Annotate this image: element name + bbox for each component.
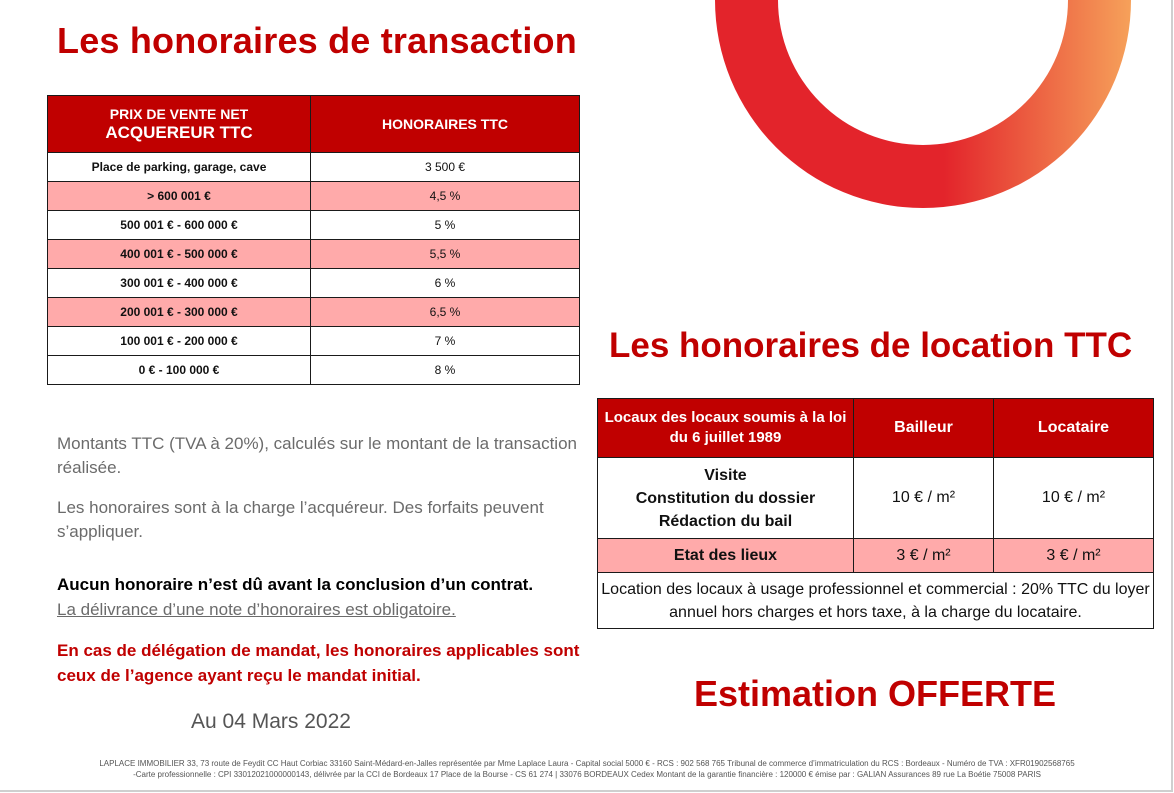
inventory-tenant-fee: 3 € / m²	[994, 539, 1154, 573]
table-row	[48, 269, 580, 298]
footer-line: -Carte professionnelle : CPI 33012021000000143, délivrée par la CCI de Bordeaux 17 Place de la Bourse - CS 61 274 | 33076 BORDEAUX Cedex Montant de la garantie financière : 120000 € émise par : GALIAN Assurances 89 rue La Boétie 75008 PARIS	[133, 770, 1041, 779]
table-row	[48, 298, 580, 327]
transaction-title: Les honoraires de transaction	[57, 20, 577, 61]
rental-fees-table	[597, 398, 1154, 629]
service-item: Rédaction du bail	[658, 512, 793, 530]
free-estimate-banner: Estimation OFFERTE	[694, 673, 1057, 714]
row-label: 200 001 € - 300 000 €	[48, 298, 311, 327]
header-tenant: Locataire	[994, 399, 1154, 458]
table-row	[48, 356, 580, 385]
delegation-notice: En cas de délégation de mandat, les honoraires applicables sont ceux de l’agence ayant reçu le mandat initial.	[57, 641, 580, 685]
header-price: PRIX DE VENTE NET ACQUEREUR TTC	[48, 96, 311, 153]
invoice-notice: La délivrance d’une note d’honoraires est obligatoire.	[57, 600, 456, 619]
footer-line: LAPLACE IMMOBILIER 33, 73 route de Feydit CC Haut Corbiac 33160 Saint-Médard-en-Jalles représentée par Mme Laplace Laura - Capital social 5000 € - RCS : 902 568 765 Tribunal de commerce d’immatriculation du RCS : Bordeaux - Numéro de TVA : XFR01902568765	[99, 759, 1075, 768]
services-tenant-fee: 10 € / m²	[994, 458, 1154, 539]
rental-table-header	[598, 399, 1154, 458]
ttc-note: Montants TTC (TVA à 20%), calculés sur le montant de la transaction réalisée.	[57, 434, 577, 477]
row-value: 7 %	[311, 327, 580, 356]
row-label: 500 001 € - 600 000 €	[48, 211, 311, 240]
table-row	[48, 327, 580, 356]
row-label: 300 001 € - 400 000 €	[48, 269, 311, 298]
table-row	[48, 211, 580, 240]
legal-footer	[0, 758, 1174, 780]
table-row	[48, 182, 580, 211]
table-row	[48, 240, 580, 269]
row-value: 6,5 %	[311, 298, 580, 327]
table-row	[48, 153, 580, 182]
charge-note: Les honoraires sont à la charge l’acquéreur. Des forfaits peuvent s’appliquer.	[57, 498, 544, 541]
row-value: 8 %	[311, 356, 580, 385]
row-value: 4,5 %	[311, 182, 580, 211]
services-cell	[598, 458, 854, 539]
row-value: 6 %	[311, 269, 580, 298]
row-label: 100 001 € - 200 000 €	[48, 327, 311, 356]
inventory-landlord-fee: 3 € / m²	[854, 539, 994, 573]
transaction-table-header	[48, 96, 580, 153]
header-landlord: Bailleur	[854, 399, 994, 458]
transaction-fees-table	[47, 95, 580, 385]
row-value: 5 %	[311, 211, 580, 240]
row-value: 5,5 %	[311, 240, 580, 269]
location-title: Les honoraires de location TTC	[609, 326, 1133, 365]
no-fee-notice: Aucun honoraire n’est dû avant la conclusion d’un contrat.	[57, 575, 534, 594]
services-landlord-fee: 10 € / m²	[854, 458, 994, 539]
header-fees: HONORAIRES TTC	[311, 96, 580, 153]
service-item: Visite	[704, 466, 747, 484]
row-label: Place de parking, garage, cave	[48, 153, 311, 182]
row-label: 0 € - 100 000 €	[48, 356, 311, 385]
decorative-ring	[700, 0, 1174, 300]
header-premises: Locaux des locaux soumis à la loi du 6 juillet 1989	[598, 399, 854, 458]
service-item: Constitution du dossier	[635, 489, 816, 507]
effective-date: Au 04 Mars 2022	[191, 710, 351, 733]
row-value: 3 500 €	[311, 153, 580, 182]
inventory-label: Etat des lieux	[598, 539, 854, 573]
table-row	[598, 573, 1154, 629]
row-label: 400 001 € - 500 000 €	[48, 240, 311, 269]
table-row	[598, 458, 1154, 539]
table-row	[598, 539, 1154, 573]
commercial-rental-note: Location des locaux à usage professionnel et commercial : 20% TTC du loyer annuel hors charges et hors taxe, à la charge du locataire.	[598, 573, 1154, 629]
row-label: > 600 001 €	[48, 182, 311, 211]
